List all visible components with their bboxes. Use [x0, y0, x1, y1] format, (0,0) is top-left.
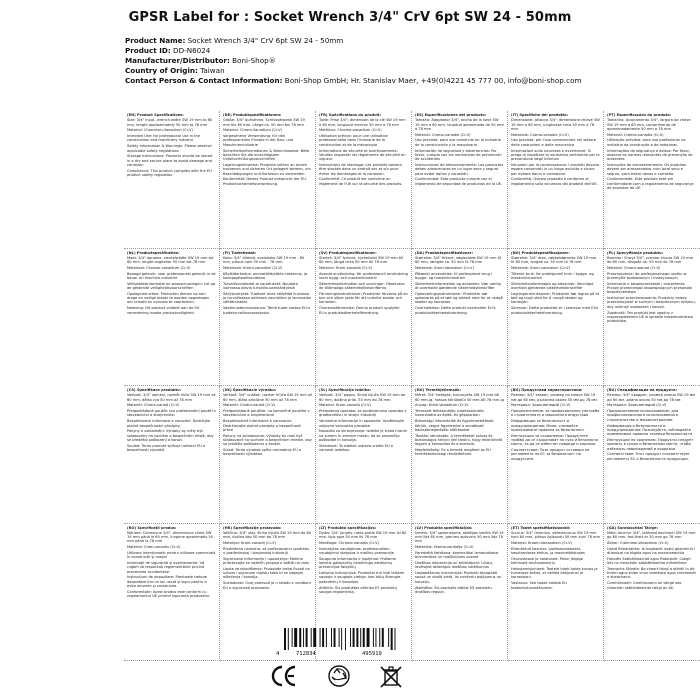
spec-line: Paredzētā lietošana: komerciālai izmantošanai būvniecības un mašīnbūves nozarē: [415, 550, 499, 560]
language-block: [316, 249, 412, 387]
spec-line: Saugumo informacija ir įspėjimai: Prašome laikytis galiojančių nelaimingų atsitikimų prevencijos taisyklių: [319, 556, 396, 570]
spec-line: Размер: 3/4" квадрат, размер ключа SW 19 мм до 60 мм, длина около 50 мм до 78 мм: [607, 393, 696, 402]
language-block: [604, 111, 700, 249]
spec-line: Pokyny na skladovanie: Výrobky by mali byť skladované na suchom a bezpečnom mieste, aby sa predišlo poškodeniu a korózii.: [223, 433, 312, 447]
language-heading: (FI) Tuotetiedot:: [223, 250, 257, 255]
spec-line: Material: Cromo-vanadio (Cr-V): [415, 132, 471, 137]
spec-line: Treoracha Stórála: Ba cheart táirgí a stóráil in áit thirim agus shlán chun damáiste agus creimeadh a sheachaint.: [607, 566, 696, 580]
spec-line: Veľkosť: 3/4" unášač, rozmer kľúča SW 19 mm až 60 mm, dĺžka približne 50 mm až 78 mm: [223, 393, 312, 402]
spec-line: Conformidade: Este produto está em conformidade com o regulamento de segurança de produtos da UE.: [607, 177, 694, 190]
language-heading: (CS) Specifikace produktu:: [127, 388, 182, 392]
spec-line: Conformidad: Este producto cumple con el reglamento de seguridad de productos de la UE.: [415, 177, 503, 186]
spec-line: Zgodność: Ten produkt jest zgodny z rozporządzeniem UE w sprawie bezpieczeństwa produktów.: [607, 310, 693, 324]
spec-line: Materiaal: Chroom-vanadium (Cr-V): [127, 265, 191, 270]
spec-line: Instrucciones de almacenamiento: Los productos deben almacenarse en un lugar seco y seguro para evitar daños y corrosión.: [415, 162, 504, 176]
spec-line: Предполагаемое использование: для профессионального использования в строительстве и машиностроении: [607, 409, 679, 422]
spec-line: Przeznaczenie: do profesjonalnego użytku w przemyśle budowlanym i maszynowym: [607, 271, 687, 280]
meta-label: Contact Person & Contact Information:: [125, 76, 283, 85]
spec-line: Påtænkt anvendelse: til professionel brug i bygge- og maskinindustrien: [415, 271, 493, 280]
spec-line: Bezpečnostné informácie a varovania: Dodržiavajte platné predpisy o bezpečnosti práce: [223, 419, 301, 432]
meta-value: Taiwan: [200, 66, 225, 75]
language-heading: (HR) Specifikacije proizvoda:: [223, 525, 282, 530]
spec-line: Samsvar: Dette produktet er i samsvar med EUs produktsikkerhetsforordning.: [511, 306, 599, 315]
meta-label: Manufacturer/Distributor:: [125, 56, 230, 65]
language-block: [220, 249, 316, 387]
product-meta: [125, 36, 695, 86]
spec-line: Bezpečnostní informace a varování: Dodržujte platné bezpečnostní předpisy: [127, 419, 211, 428]
barcode-bars: [284, 628, 414, 650]
spec-line: Размер: 3/4" захват, размер на ключа SW 19 мм до 60 мм, дължина около 50 мм до 78 мм: [511, 393, 597, 402]
spec-line: Utilisation prévue: pour une utilisation professionnelle dans l'industrie de la construction et de la mécanique: [319, 134, 388, 147]
spec-line: Sicherheitsinformationen & Warnhinweise: Bitte beachten Sie die einschlägigen Unfallverhütungsvorschriften: [223, 148, 310, 162]
language-block: [412, 111, 508, 249]
spec-line: Faisnéis Sábháilteachta agus Rabhaidh: Cloígh leis na rialacháin sábháilteachta infheidhme: [607, 556, 691, 566]
language-block: [604, 249, 700, 387]
spec-line: Predvidena uporaba: za profesionalno uporabo v gradbeništvu in strojni industriji: [319, 409, 407, 418]
language-block: [604, 524, 700, 662]
spec-line: Súlad: Tento výrobok spĺňa nariadenie EÚ o bezpečnosti výrobkov.: [223, 448, 302, 457]
spec-line: Uso previsto: para uso comercial en la industria de la construcción y la maquinaria: [415, 138, 501, 147]
spec-line: Съответствие: Този продукт отговаря на регламента на ЕС за безопасност на продуктите.: [511, 448, 590, 461]
spec-line: Tamaño: Adaptador 3/4", ancho de la llave SW 19 mm a 60 mm, longitud aproximada de 50 mm a 78 mm: [415, 118, 504, 131]
spec-line: Sukladnost: Ovaj proizvod je u skladu s uredbom EU o sigurnosti proizvoda.: [223, 581, 311, 590]
spec-line: Sigurnosne informacije i upozorenja: Molimo pridržavajte se važećih propisa o zaštiti na radu: [223, 556, 310, 566]
meta-row: [125, 56, 695, 66]
spec-line: Materijal: Krom-vanadij (Cr-V): [223, 540, 276, 545]
spec-line: Varnostne informacije in opozorila: Upoštevajte veljavne varnostne predpise: [319, 419, 405, 428]
barcode: [276, 628, 416, 660]
spec-line: Istruzioni per la conservazione: I prodotti devono essere conservati in un luogo asciutto e sicuro per evitare danni e corrosione.: [511, 162, 600, 176]
meta-label: Product Name:: [125, 36, 186, 45]
spec-line: Lagringsinstruksjoner: Produkter bør lagres på et tørt og trygt sted for å unngå skader og korrosjon.: [511, 291, 600, 305]
meta-row: [125, 46, 695, 56]
spec-line: Predpokladané použitie: na komerčné použitie v stavebníctve a strojárenstve: [223, 409, 310, 418]
spec-line: Информация о безопасности и предупреждения: Пожалуйста, соблюдайте применимые правила техники безопасности: [607, 423, 693, 437]
spec-line: Dydis: 3/4" jungtis, rakto plotis SW 19 mm iki 60 mm, ilgis apie 50 mm iki 78 mm: [319, 530, 407, 540]
spec-line: Säilytysohjeet: Tuotteet tulee säilyttää kuivassa ja turvallisessa paikassa vaurioiden ja korroosion välttämiseksi.: [223, 291, 312, 305]
language-block: [412, 386, 508, 524]
language-block: [412, 524, 508, 662]
spec-line: Material: Crómio-vanádio (Cr-V): [607, 132, 664, 137]
spec-line: Úsáid Bheartaithe: le haghaidh úsáid ghairmiúil i dtionscal na tógála agus na meaisíneachta: [607, 546, 695, 555]
spec-line: Comhlíonadh: Comhlíonann an táirge seo rialachán sábháilteachta táirgí an AE.: [607, 581, 682, 590]
spec-line: Tiltenkt bruk: for profesjonell bruk i bygge- og maskinindustrien: [511, 271, 594, 280]
language-heading: (RU) Спецификация на продукта:: [607, 388, 677, 392]
language-block: [412, 249, 508, 387]
spec-line: Numatytas naudojimas: profesionaliam naudojimui statybos ir mašinų pramonėje: [319, 546, 394, 555]
spec-line: Instructions de stockage: Les produits doivent être stockés dans un endroit sec et sûr pour éviter les dommages et la corrosion.: [319, 162, 402, 176]
spec-line: Instruções de armazenamento: Os produtos devem ser armazenados num local seco e seguro, para evitar danos e corrosão.: [607, 162, 687, 176]
spec-line: Maat: 3/4" opname, sleutelwijdte SW 19 mm tot 60 mm, lengte ongeveer 50 mm tot 78 mm: [127, 255, 214, 265]
language-heading: (LT) Produkto specifikacijos:: [319, 525, 377, 530]
spec-line: Soulad: Tento produkt splňuje nařízení EU o bezpečnosti výrobků.: [127, 443, 206, 453]
spec-line: Storlek: 3/4" fyrkant, nyckelvidd SW 19 mm till 60 mm, längd cirka 50 mm till 78 mm: [319, 255, 404, 265]
language-heading: (HU) Termékjellemzők:: [415, 388, 461, 392]
crossed-bin-icon: [378, 664, 404, 690]
meta-value: DD-N6024: [173, 46, 211, 55]
meta-label: Product ID:: [125, 46, 171, 55]
spec-line: Skladnost: Ta izdelek ustreza uredbi EU o varnosti izdelkov.: [319, 443, 393, 453]
language-heading: (PT) Especificações do produto:: [607, 113, 672, 117]
spec-line: Överensstämmelse: Denna produkt uppfyller EU:s produktsäkerhetsförordning.: [319, 306, 400, 315]
spec-line: Vorgesehene Verwendung: für den professionellen Einsatz in der Bau- und Maschinenindustrie: [223, 134, 294, 147]
spec-line: Материал: Хром-ванадий (Cr-V): [511, 403, 571, 408]
spec-line: Utilizare intenționată: pentru utilizare comercială în construcții și mașini: [127, 550, 216, 560]
spec-line: Rozmiar: Chwyt 3/4", rozmiar klucza SW 19 mm do 60 mm, długość ok. 50 mm do 78 mm: [607, 255, 694, 265]
spec-line: Størrelse: 3/4" firkant, nøglevidde SW 19 mm til 60 mm, længde ca. 50 mm til 78 mm: [415, 255, 502, 265]
language-block: [124, 111, 220, 249]
spec-line: Overholdelse: Dette produkt overholder EU's produktsikkerhedsforordning.: [415, 306, 496, 315]
spec-line: Materiał: Chrom-wanad (Cr-V): [607, 265, 661, 270]
spec-line: Opslaginstructies: Producten dienen op een droge en veilige plaats te worden opgeslagen om schade en corrosie te voorkomen.: [127, 291, 210, 305]
spec-line: Upute za skladištenje: Proizvode treba čuvati na suhom i sigurnom mjestu kako bi se izbjegla oštećenja i korozija.: [223, 566, 310, 580]
spec-line: Size: 3/4" input, wrench width SW 19 mm to 60 mm, length approximately 50 mm to 78 mm: [127, 118, 213, 127]
meta-label: Country of Origin:: [125, 66, 198, 75]
spec-line: Informații de siguranță și avertismente: Vă rugăm să respectați reglementările privind prevenirea accidentelor: [127, 561, 205, 574]
meta-value: Boni-Shop GmbH; Hr. Stanislav Maer, +49(0)4221 45 777 00, info@boni-shop.com: [284, 76, 582, 85]
spec-line: Größe: 3/4" Aufnahme, Schlüsselweite SW 19 mm bis 60 mm, Länge ca. 50 mm bis 78 mm: [223, 118, 305, 127]
spec-line: Material: Chromium-Vanadium (Cr-V): [127, 128, 193, 133]
spec-line: Informacje o bezpieczeństwie i ostrzeżenia: Proszę przestrzegać obowiązujących przepisów bezpieczeństwa: [607, 281, 692, 295]
spec-line: Material: Krom-vanadin (Cr-V): [319, 265, 373, 270]
spec-line: Taille: Prise 3/4", dimension de la clé SW 19 mm à 60 mm, longueur environ 50 mm à 78 mm: [319, 118, 406, 127]
spec-line: Materjal: Kroom-Vanaadium (Cr-V): [511, 540, 573, 545]
spec-line: Sikkerhedsinformation og advarsler: Vær venlig at overholde gældende sikkerhedsforskrifter: [415, 281, 501, 291]
spec-line: Материал: Хром-ванадий (Cr-V): [607, 403, 667, 408]
meta-value: Boni-Shop®: [232, 56, 276, 65]
spec-line: Ettenähtud kasutus: professionaalseks kasutamiseks ehitus- ja masinatööstuses: [511, 546, 585, 555]
spec-line: Conformité: Ce produit est conforme au règlement de l'UE sur la sécurité des produits.: [319, 177, 403, 186]
spec-line: Tárolási útmutatás: A termékeket száraz és biztonságos helyen kell tárolni, hogy elkerülhető legyen a károsodás és a korrózió.: [415, 433, 503, 447]
barcode-lead-digit: 4: [276, 651, 280, 657]
spec-line: Størrelse: 3/4" drev, nøkkelstørrelse SW 19 mm til 60 mm, lengde ca. 50 mm til 78 mm: [511, 255, 597, 265]
spec-line: Conformitate: Acest produs este conform cu regulamentul UE privind siguranța produselor.: [127, 589, 210, 599]
language-heading: (FR) Spécifications du produit:: [319, 113, 382, 117]
spec-line: Informações de segurança e avisos: Por favor, observe as normas relevantes de prevenção de acidentes: [607, 148, 693, 162]
spec-line: Předpokládané použití: pro profesionální použití v stavebnictví a strojírenství: [127, 409, 216, 418]
spec-line: Ábhar: Cróimiam-Vanaidiam (Cr-V): [607, 540, 669, 545]
spec-line: Laikymo instrukcijos: Produktai turi būti laikomi sausoje ir saugioje vietoje, kad būtų išvengta pažeidimų ir korozijos.: [319, 571, 405, 584]
spec-line: Megfelelőség: Ez a termék megfelel az EU termékbiztonsági rendeletének.: [415, 448, 491, 457]
spec-line: Material: Chrom-Vanadium (Cr-V): [223, 128, 283, 133]
spec-line: Utilização prevista: para uso profissional na indústria da construção e de máquinas: [607, 138, 686, 147]
spec-line: Medžiaga: Chromo-vanadis (Cr-V): [319, 540, 380, 545]
page-title: GPSR Label for : Socket Wrench 3/4" CrV 6pt SW 24 - 50mm: [128, 10, 572, 25]
spec-line: Veiligheidsinformatie en waarschuwingen: Let op de geldende veiligheidsvoorschriften: [127, 281, 216, 291]
spec-line: Información de seguridad y advertencias: Por favor, cumpla con las normativas de prevención de accidentes: [415, 148, 502, 162]
spec-line: Intended Use: for professional use in the construction and machinery industry: [127, 134, 201, 143]
spec-line: Säkerhetsinformation och varningar: Observera de tillämpliga säkerhetsföreskrifterna: [319, 281, 405, 291]
spec-line: Anyag: Króm-Vanádium (Cr-V): [415, 403, 469, 408]
spec-line: Materiál: Chróm-vanád (Cr-V): [223, 403, 276, 408]
spec-line: Uso previsto: per l'uso commerciale nel settore delle costruzioni e della meccanica: [511, 138, 596, 147]
spec-line: Информация за безопасност и предупреждения: Моля, спазвайте приложимите правила за безопасност: [511, 419, 585, 432]
spec-line: Materiale: Cromo-vanadio (Cr-V): [511, 132, 569, 137]
spec-line: Informazioni sulla sicurezza e avvertenze: Si prega di rispettare la normativa pertinente per la prevenzione degli infortuni: [511, 148, 600, 162]
meta-value: Socket Wrench 3/4" CrV 6pt SW 24 - 50mm: [187, 36, 344, 45]
language-heading: (IT) Specifiche del prodotto:: [511, 113, 569, 117]
spec-line: Materiāls: Hroma-vanādija (Cr-V): [415, 545, 474, 550]
spec-line: Informations de sécurité et avertissements: Veuillez respecter les règlements de sécurité en vigueur: [319, 148, 406, 162]
spec-line: Materiale: Krom-vanadium (Cr-V): [511, 265, 570, 270]
spec-line: Förvaringsinstruktioner: Produkter förvaras på en torr och säker plats för att undvika skador och korrosion.: [319, 291, 408, 305]
language-block: [316, 386, 412, 524]
language-heading: (DE) Produktspezifikationen:: [223, 113, 282, 117]
spec-line: Conformità: Questo prodotto è conforme al regolamento sulla sicurezza dei prodotti dell'UE.: [511, 177, 598, 186]
spec-line: Ohutusteave ja hoiatused: Palun järgige kehtivaid ohutuseeskirju: [511, 556, 583, 566]
meta-row: [125, 66, 695, 76]
spec-line: Suurus: 3/4" ühendus, võtmesuurus SW 19 mm kuni 60 mm, pikkus ligikaudu 50 mm kuni 78 mm: [511, 530, 601, 540]
spec-line: Koko: 3/4" liitäntä, avainkoko SW 19 mm - 60 mm, pituus noin 50 mm - 78 mm: [223, 255, 305, 265]
spec-line: Mărime: Conexiune 3/4", dimensiune cheie SW 19 mm până la 60 mm, lungime aproximativ 50 mm până la 78 mm: [127, 530, 214, 544]
spec-line: Drošības informācija un brīdinājumi: Lūdzu, ievērojiet attiecīgos drošības noteikumus: [415, 561, 494, 570]
language-heading: (SK) Špecifikácie výrobku:: [223, 388, 277, 392]
spec-line: Izmērs: 3/4" savienojums, atslēgas izmērs SW 19 mm līdz 60 mm, garums aptuveni 50 mm līdz 78 mm: [415, 530, 504, 544]
meta-row: [125, 36, 695, 46]
translations-grid: [124, 111, 700, 661]
spec-line: Sikkerhetsinformasjon og advarsler: Vennligst overhold gjeldende sikkerhetsforskrifter: [511, 281, 594, 291]
spec-line: Méret: 3/4" befogás, kulcsnyílás SW 19 mm-től 60 mm-ig, hossza körülbelül 50 mm-től 78 mm-ig: [415, 393, 504, 402]
spec-line: Tamanho: Acionamento 3/4", largura da chave SW 19 mm a 60 mm, comprimento de aproximadamente 50 mm a 78 mm: [607, 118, 691, 131]
compliance-logos: [270, 664, 440, 690]
language-heading: (EN) Product Specifications:: [127, 113, 184, 117]
spec-line: Atbilstība: Šis produkts atbilst ES produktu drošības regulai.: [415, 585, 492, 594]
language-block: [220, 386, 316, 524]
language-heading: (BG) Продуктови характеристики:: [511, 388, 583, 392]
language-heading: (LV) Produkta specifikācijas:: [415, 525, 473, 530]
language-block: [316, 111, 412, 249]
spec-line: Uzglabāšanas instrukcijas: Produkti jāuzglabā sausā un drošā vietā, lai novērstu bojājumus un koroziju.: [415, 571, 502, 584]
language-heading: (ES) Especificaciones del producto:: [415, 113, 487, 117]
spec-line: Velikost: 3/4" pogon, širina ključa SW 19 mm do 60 mm, dolžina pribl. 50 mm do 78 mm: [319, 393, 406, 402]
spec-line: Atitiktis: Šis produktas atitinka ES produktų saugos reglamentą.: [319, 585, 397, 594]
spec-line: Предназначение: за професионална употреба в строителната и машинната индустрия: [511, 409, 600, 418]
spec-line: Vaatimustenmukaisuus: Tämä tuote vastaa EU:n tuoteturvallisuusasetusta.: [223, 306, 311, 315]
spec-line: Materiaali: Kromi-vanadiini (Cr-V): [223, 265, 283, 270]
spec-line: Material: Krom-vanadij (Cr-V): [319, 403, 371, 408]
language-block: [124, 386, 220, 524]
spec-line: Turvallisuustiedot ja varoitukset: Noudata voimassa olevia turvallisuusmääräyksiä: [223, 281, 298, 291]
language-block: [124, 524, 220, 662]
spec-line: Pokyny k uskladnění: Výrobky by měly být skladovány na suchém a bezpečném místě, aby se předešlo poškození a korozi.: [127, 429, 214, 442]
spec-line: Dimensione: Attacco 3/4", dimensione chiave SW 19 mm a 60 mm, lunghezza circa 50 mm a 78 mm: [511, 118, 600, 131]
language-heading: (ET) Toote spetsifikatsioonid:: [511, 525, 571, 530]
spec-line: Инструкции за съхранение: Продуктите трябва да се съхраняват на сухо и безопасно място, за да се избегнат повреди и корозия.: [511, 433, 598, 447]
spec-line: Инструкции по хранению: Продукты следует хранить в сухом и безопасном месте, чтобы избежать повреждений и коррозии.: [607, 437, 694, 451]
spec-line: Соответствие: Этот продукт соответствует регламенту ЕС о безопасности продукции.: [607, 452, 690, 461]
language-heading: (SV) Produktspecifikationer:: [319, 250, 377, 255]
spec-line: Navodila za shranjevanje: Izdelke je treba hraniti na suhem in varnem mestu, da se preprečijo poškodbe in korozija.: [319, 429, 407, 442]
spec-line: Vastavus: See toode vastab ELi tooteohutusmäärusele.: [511, 581, 568, 590]
spec-line: Instrukcje przechowywania: Produkty należy przechowywać w suchym i bezpiecznym miejscu, aby uniknąć uszkodzeń i korozji.: [607, 296, 696, 309]
language-block: [604, 386, 700, 524]
spec-line: Biztonsági információk és figyelmeztetések: Kérjük, vegye figyelembe a vonatkozó balesetmegelőzési előírásokat: [415, 419, 495, 432]
language-heading: (NO) Produktspesifikasjoner:: [511, 250, 570, 255]
language-block: [124, 249, 220, 387]
language-block: [508, 524, 604, 662]
language-heading: (PL) Specyfikacje produktu:: [607, 250, 664, 255]
language-block: [220, 111, 316, 249]
spec-line: Lagerungshinweise: Produkte sollten an einem trockenen und sicheren Ort gelagert werden, um Beschädigungen und Korrosion zu vermeiden.: [223, 162, 311, 176]
spec-line: Safety Information & Warnings: Please observe applicable safety regulations: [127, 144, 212, 153]
spec-line: Velikost: 3/4" upínání, rozměr klíče SW 19 mm až 60 mm, délka cca 50 mm až 78 mm: [127, 393, 216, 402]
spec-line: Avsedd användning: för professionell användning inom bygg- och maskinindustrin: [319, 271, 408, 280]
spec-line: Tervezett felhasználás: professzionális használatra az építő- és gépiparban: [415, 409, 484, 418]
spec-line: Matériau: Chrome-vanadium (Cr-V): [319, 128, 382, 133]
language-heading: (NL) Productspecificaties:: [127, 250, 180, 255]
language-block: [508, 111, 604, 249]
spec-line: Veličina: 3/4" ulaz, širina ključa SW 19 mm do 60 mm, dužina oko 50 mm do 78 mm: [223, 530, 312, 540]
spec-line: Materiale: Krom-Vanadium (Cr-V): [415, 265, 474, 270]
spec-line: Naleving: Dit product voldoet aan de EU-verordening inzake productveiligheid.: [127, 306, 201, 315]
spec-line: Compliance: This product complies with the EU product safety regulation.: [127, 168, 212, 178]
spec-line: Beoogd gebruik: voor professioneel gebruik in de bouw- en machine-industrie: [127, 271, 216, 280]
spec-line: Material: Crom-vanadiu (Cr-V): [127, 545, 181, 550]
spec-line: Konformität: Dieses Produkt entspricht der EU-Produktsicherheitsverordnung.: [223, 177, 308, 186]
spec-line: Predviđena namjena: za profesionalnu upotrebu u građevinskoj i strojarskoj industriji: [223, 546, 310, 555]
language-heading: (RO) Specificații produs:: [127, 525, 177, 530]
meta-row: [125, 76, 695, 86]
language-heading: (DA) Produktspecifikationer:: [415, 250, 474, 255]
spec-line: Méid: Ionchur 3/4", leithead eochrach SW 19 mm go 60 mm, fad thart ar 50 mm go 78 mm: [607, 530, 696, 540]
language-heading: (SL) Specifikacije izdelka:: [319, 388, 371, 392]
spec-line: Opbevaringsinstruktioner: Produkter bør opbevares på et tørt og sikkert sted for at undgå skader og korrosion.: [415, 291, 503, 305]
spec-line: Instrucțiuni de depozitare: Produsele trebuie depozitate într-un loc uscat și sigur pentru a evita daunele și coroziunea.: [127, 575, 208, 589]
spec-line: Hoiustamisjuhised: Tooteid tuleb hoida kuivas ja turvalises kohas, et vältida kahjustusi ja korrosiooni.: [511, 566, 598, 580]
ce-mark-icon: [270, 664, 298, 688]
barcode-right-digits: 495919: [362, 651, 382, 657]
barcode-left-digits: 712834: [296, 651, 316, 657]
language-block: [508, 249, 604, 387]
recycling-icon: [326, 664, 352, 688]
spec-line: Storage Instructions: Products should be stored in a dry and secure place to avoid damage and corrosion: [127, 154, 213, 167]
spec-line: Materiál: Chrom-vanad (Cr-V): [127, 403, 180, 408]
language-heading: (GA) Sonraíochtaí Táirge:: [607, 525, 658, 530]
spec-line: Käyttötarkoitus: ammattikäyttöön rakennus- ja konepajateollisuudessa: [223, 271, 308, 280]
language-block: [508, 386, 604, 524]
